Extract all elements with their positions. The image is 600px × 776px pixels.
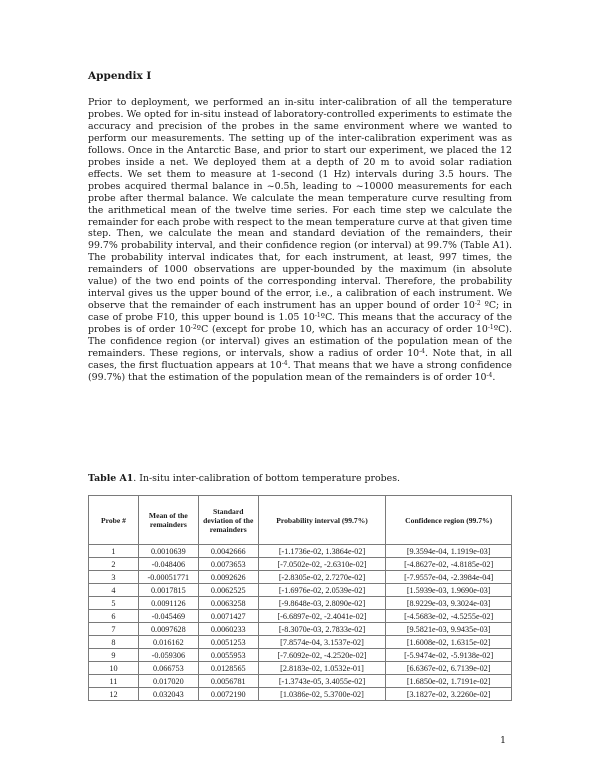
table-cell: 4	[89, 584, 139, 597]
table-cell: 8	[89, 636, 139, 649]
table-cell: [6.6367e-02, 6.7139e-02]	[386, 662, 512, 675]
table-caption-label: Table A1	[88, 473, 134, 484]
table-caption-text: . In-situ inter-calibration of bottom temperature probes.	[133, 473, 400, 484]
table-row	[89, 584, 512, 597]
table-cell: [-1.3743e-05, 3.4055e-02]	[258, 675, 386, 688]
table-cell: [-9.8648e-03, 2.8090e-02]	[258, 597, 386, 610]
table-cell: 11	[89, 675, 139, 688]
table-cell: [1.6850e-02, 1.7191e-02]	[386, 675, 512, 688]
table-row	[89, 636, 512, 649]
table-row	[89, 675, 512, 688]
table-cell: [1.0386e-02, 5.3700e-02]	[258, 688, 386, 701]
superscript-exponent: -2	[190, 324, 197, 332]
paragraph-text: Prior to deployment, we performed an in-situ inter-calibration of all the temperature probes. We opted for in-situ instead of laboratory-controlled experiments to estimate the accuracy and precision of the probes in the same environment where we wanted to perform our measurements. The setting up of the inter-calibration experiment was as follows. Once in the Antarctic Base, and prior to start our experiment, we placed the 12 probes inside a net. We deployed them at a depth of 20 m to avoid solar radiation effects. We set them to measure at 1-second (1 Hz) intervals during 3.5 hours. The probes acquired thermal balance in ~0.5h, leading to ~10000 measurements for each probe after thermal balance. We calculate the mean temperature curve resulting from the arithmetical mean of the twelve time series. For each time step we calculate the remainder for each probe with respect to the mean temperature curve at that given time step. Then, we calculate the mean and standard deviation of the remainders, their 99.7% probability interval, and their confidence region (or interval) at 99.7% (Table A1). The probability interval indicates that, for each instrument, at least, 997 times, the remainders of 1000 observations are upper-bounded by the maximum (in absolute value) of the two end points of the corresponding interval. Therefore, the probability interval gives us the upper bound of the error, i.e., a calibration of each instrument. We observe that the remainder of each instrument has an upper bound of order 10	[88, 97, 512, 312]
paragraph-text: . Note that, in all cases, the first fluctuation appears at 10	[88, 348, 513, 371]
table-cell: [-1.6976e-02, 2.0539e-02]	[258, 584, 386, 597]
table-cell: 9	[89, 649, 139, 662]
table-cell: 7	[89, 623, 139, 636]
table-cell: 6	[89, 610, 139, 623]
table-cell: 0.017020	[138, 675, 198, 688]
table-cell: 0.0063258	[198, 597, 258, 610]
table-caption	[88, 473, 400, 484]
table-cell: [-6.6897e-02, -2.4041e-02]	[258, 610, 386, 623]
paragraph-text: . That means that we have a strong confidence (99.7%) that the estimation of the population mean of the remainders is of order 10	[88, 359, 512, 383]
table-cell: 0.0097628	[138, 623, 198, 636]
table-cell: 1	[89, 545, 139, 558]
table-cell: 0.0060233	[198, 623, 258, 636]
body-paragraph	[88, 97, 512, 384]
table-cell: 0.016162	[138, 636, 198, 649]
column-header: Confidence region (99.7%)	[386, 496, 512, 545]
table-row	[89, 649, 512, 662]
column-header: Probe #	[89, 496, 139, 545]
paragraph-text: .	[492, 371, 496, 383]
table-cell: [-4.5683e-02, -4.5255e-02]	[386, 610, 512, 623]
table-cell: 0.0072190	[198, 688, 258, 701]
table-cell: 0.0010639	[138, 545, 198, 558]
section-heading: Appendix I	[88, 70, 152, 82]
table-cell: [3.1827e-02, 3.2260e-02]	[386, 688, 512, 701]
superscript-exponent: -1	[314, 312, 321, 320]
table-cell: 0.0056781	[198, 675, 258, 688]
table-cell: -0.00051771	[138, 571, 198, 584]
table-row	[89, 545, 512, 558]
table-cell: -0.045469	[138, 610, 198, 623]
table-cell: 0.0128565	[198, 662, 258, 675]
table-cell: 0.0091126	[138, 597, 198, 610]
table-cell: 5	[89, 597, 139, 610]
calibration-table	[88, 495, 512, 701]
superscript-exponent: -1	[487, 324, 494, 332]
table-cell: 2	[89, 558, 139, 571]
paragraph-text: ºC (except for probe 10, which has an accuracy of order 10	[196, 324, 488, 336]
table-cell: [-7.0502e-02, -2.6310e-02]	[258, 558, 386, 571]
table-cell: [-7.6092e-02, -4.2520e-02]	[258, 649, 386, 662]
paragraph-text: ºC. This means that the accuracy of the probes is of order 10	[88, 312, 513, 336]
table-cell: 0.0055953	[198, 649, 258, 662]
table-cell: [7.8574e-04, 3.1537e-02]	[258, 636, 386, 649]
table-cell: [8.9229e-03, 9.3024e-03]	[386, 597, 512, 610]
table-cell: 0.0042666	[198, 545, 258, 558]
table-cell: -0.048406	[138, 558, 198, 571]
table-cell: -0.059306	[138, 649, 198, 662]
superscript-exponent: -4	[486, 371, 493, 379]
table-cell: [-7.9557e-04, -2.3984e-04]	[386, 571, 512, 584]
table-cell: [1.6008e-02, 1.6315e-02]	[386, 636, 512, 649]
table-cell: [2.8183e-02, 1.0532e-01]	[258, 662, 386, 675]
table-cell: 0.066753	[138, 662, 198, 675]
table-cell: 0.032043	[138, 688, 198, 701]
column-header: Probability interval (99.7%)	[258, 496, 386, 545]
table-cell: [9.5821e-03, 9.9435e-03]	[386, 623, 512, 636]
table-header-row	[89, 496, 512, 545]
superscript-exponent: -4	[419, 348, 426, 356]
superscript-exponent: -2	[474, 300, 481, 308]
table-row	[89, 571, 512, 584]
paragraph-text: ºC; in case of probe F10, this upper bound is 1.05 10	[88, 300, 512, 324]
table-row	[89, 662, 512, 675]
table-cell: 0.0092626	[198, 571, 258, 584]
table-cell: [-5.9474e-02, -5.9138e-02]	[386, 649, 512, 662]
table-cell: [-4.8627e-02, -4.8185e-02]	[386, 558, 512, 571]
paragraph-text: ºC). The confidence region (or interval) gives an estimation of the population mean of the remainders. These regions, or intervals, show a radius of order 10	[88, 324, 512, 360]
table-cell: 3	[89, 571, 139, 584]
table-row	[89, 610, 512, 623]
page-number: 1	[500, 735, 507, 746]
table-row	[89, 558, 512, 571]
table-cell: 0.0062525	[198, 584, 258, 597]
table-cell: 0.0071427	[198, 610, 258, 623]
table-cell: 12	[89, 688, 139, 701]
table-cell: 10	[89, 662, 139, 675]
table-cell: 0.0051253	[198, 636, 258, 649]
table-cell: [-8.3070e-03, 2.7833e-02]	[258, 623, 386, 636]
table-row	[89, 597, 512, 610]
table-cell: [-1.1736e-02, 1.3864e-02]	[258, 545, 386, 558]
table-cell: [9.3594e-04, 1.1919e-03]	[386, 545, 512, 558]
table-row	[89, 688, 512, 701]
table-cell: [-2.8305e-02, 2.7270e-02]	[258, 571, 386, 584]
table-cell: 0.0017815	[138, 584, 198, 597]
table-row	[89, 623, 512, 636]
column-header: Mean of the remainders	[138, 496, 198, 545]
table-cell: [1.5939e-03, 1.9690e-03]	[386, 584, 512, 597]
table-cell: 0.0073653	[198, 558, 258, 571]
superscript-exponent: -4	[281, 359, 288, 367]
column-header: Standard deviation of the remainders	[198, 496, 258, 545]
